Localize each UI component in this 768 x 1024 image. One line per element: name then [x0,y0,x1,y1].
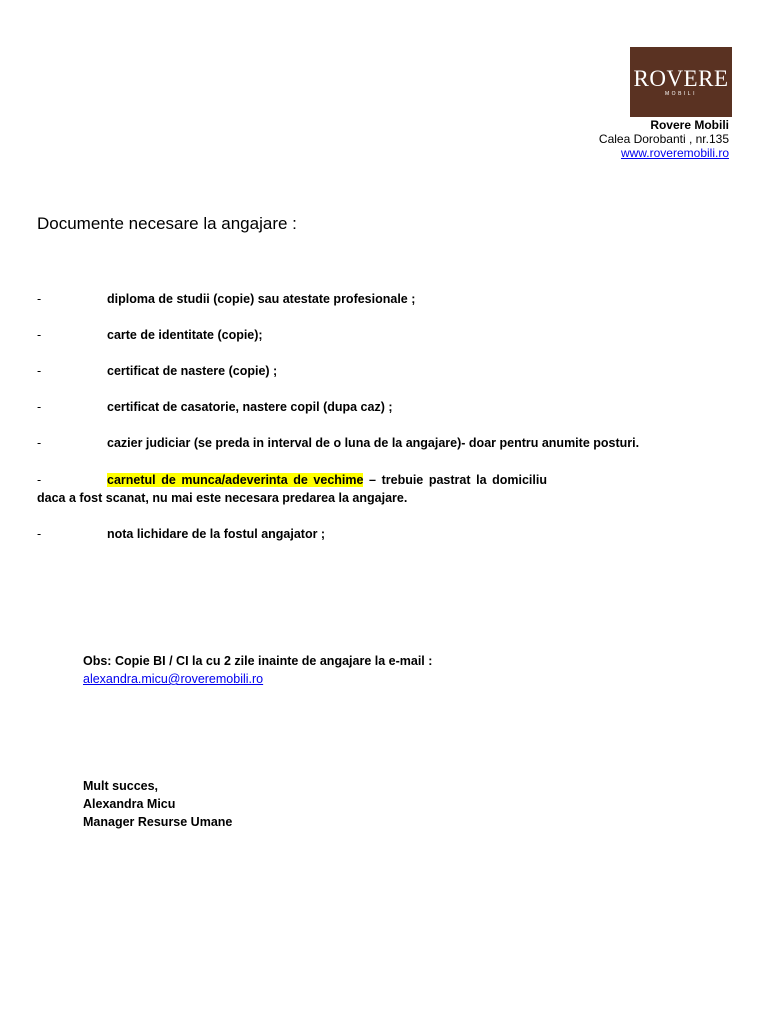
list-dash: - [37,328,42,342]
closing-text: Mult succes, [83,779,159,793]
company-website-link[interactable]: www.roveremobili.ro [620,146,729,160]
list-item-text: diploma de studii (copie) sau atestate profesionale ; [107,292,416,306]
list-item-text: cazier judiciar (se preda in interval de o luna de la angajare)- doar pentru anumite posturi. [107,436,640,450]
list-item-text: carte de identitate (copie); [107,328,263,342]
list-item [37,326,644,344]
list-item-text [37,471,547,507]
logo-wordmark: ROVERE [633,65,729,91]
list-item-text: certificat de nastere (copie) ; [107,364,278,378]
company-name: Rovere Mobili [650,118,729,132]
signature-block [83,777,232,831]
documents-list [37,290,644,543]
company-logo [630,47,732,117]
list-item-text: certificat de casatorie, nastere copil (dupa caz) ; [107,400,393,414]
signer-name: Alexandra Micu [83,797,176,811]
company-info [599,118,729,160]
list-dash: - [37,364,42,378]
list-item [37,434,644,452]
list-dash: - [37,527,42,541]
observation-note [83,652,432,688]
list-item [37,471,644,507]
list-item-text: nota lichidare de la fostul angajator ; [107,527,326,541]
list-dash: - [37,436,42,450]
list-item [37,398,644,416]
signer-role: Manager Resurse Umane [83,815,233,829]
highlighted-text: carnetul de munca/adeverinta de vechime [107,473,364,487]
list-dash: - [37,473,42,487]
list-item [37,290,644,308]
email-link[interactable]: alexandra.micu@roveremobili.ro [83,672,264,686]
observation-text: Obs: Copie BI / CI la cu 2 zile inainte de angajare la e-mail : [83,654,433,668]
company-address: Calea Dorobanti , nr.135 [598,132,729,146]
list-item [37,362,644,380]
list-dash: - [37,400,42,414]
list-item [37,525,644,543]
page-title: Documente necesare la angajare : [37,214,297,233]
list-item-text-continued: – trebuie pastrat la domiciliu daca a fost scanat, nu mai este necesara predarea la angajare. [37,473,547,505]
logo-subtitle: MOBILI [665,90,697,97]
list-dash: - [37,292,42,306]
